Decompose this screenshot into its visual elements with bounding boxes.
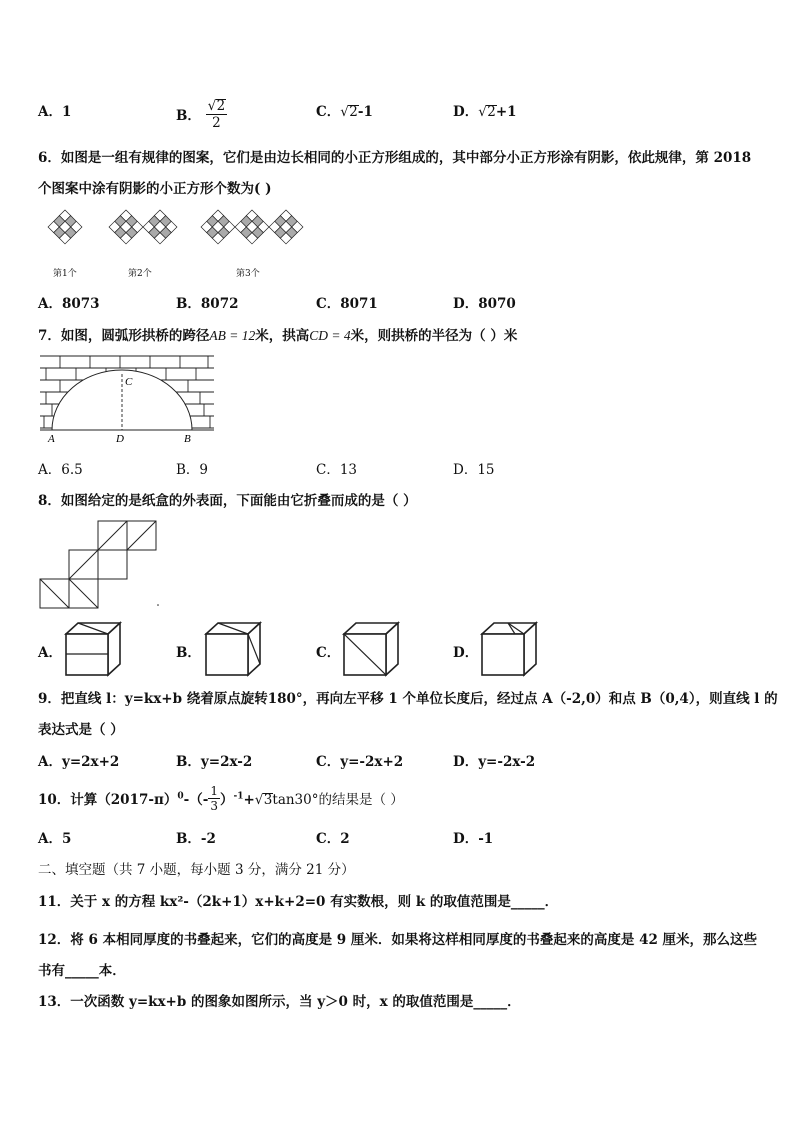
section-fill-in-blank-heading: 二、填空题（共 7 小题，每小题 3 分，满分 21 分） bbox=[38, 862, 355, 878]
q7-text-c: 米，则拱桥的半径为（ ）米 bbox=[350, 328, 518, 344]
q8-cube-d bbox=[478, 620, 540, 678]
q6-fig3-label: 第3个 bbox=[236, 269, 260, 279]
q5-option-d-suffix: +1 bbox=[495, 104, 517, 120]
q5-option-b-numerator: 2 bbox=[216, 98, 226, 114]
q9-option-c: C．y=-2x+2 bbox=[316, 754, 404, 770]
q12-stem-line1: 12．将 6 本相同厚度的书叠起来，它们的高度是 9 厘米．如果将这样相同厚度的书叠起来的高度是 42 厘米，那么这些 bbox=[38, 932, 758, 948]
q8-option-c: C． bbox=[316, 645, 341, 661]
q10-close: ） bbox=[219, 792, 234, 808]
q7-option-a: A．6.5 bbox=[38, 462, 83, 478]
q7-label-a: A bbox=[48, 433, 55, 445]
q9-stem-line1: 9．把直线 l：y=kx+b 绕着原点旋转180°，再向左平移 1 个单位长度后，经过点 A（-2,0）和点 B（0,4），则直线 l 的 bbox=[38, 691, 778, 707]
q5-option-b-fraction: √ 2 2 bbox=[207, 98, 226, 131]
q7-height-expression: CD = 4 bbox=[309, 328, 351, 343]
q10-option-a: A．5 bbox=[38, 831, 72, 847]
q10-fraction-denominator: 3 bbox=[210, 799, 218, 813]
q10-suffix: tan30°的结果是（ ） bbox=[272, 792, 404, 808]
q7-text-a: 7．如图，圆弧形拱桥的跨径 bbox=[38, 328, 210, 344]
q9-option-a: A．y=2x+2 bbox=[38, 754, 120, 770]
q9-option-b: B．y=2x-2 bbox=[176, 754, 253, 770]
q5-option-c: C． √ 2-1 bbox=[316, 104, 373, 120]
q8-option-d: D． bbox=[453, 645, 479, 661]
q6-option-d: D．8070 bbox=[453, 296, 516, 312]
q10-fraction bbox=[208, 784, 220, 813]
q10-option-b: B．-2 bbox=[176, 831, 216, 847]
q10-prefix: 10．计算（2017-π） bbox=[38, 792, 178, 808]
q10-radicand: 3 bbox=[263, 792, 273, 808]
q8-cube-b bbox=[202, 620, 264, 678]
q5-option-c-suffix: -1 bbox=[357, 104, 373, 120]
q6-option-b: B．8072 bbox=[176, 296, 239, 312]
q10-plus: + bbox=[243, 792, 255, 808]
q5-option-d-radicand: 2 bbox=[487, 104, 496, 120]
q7-option-b: B．9 bbox=[176, 462, 209, 478]
q7-label-d: D bbox=[116, 433, 124, 445]
q13-stem: 13．一次函数 y=kx+b 的图象如图所示，当 y＞0 时，x 的取值范围是_____． bbox=[38, 994, 521, 1010]
q7-option-d: D．15 bbox=[453, 462, 495, 478]
q7-label-c: C bbox=[125, 376, 133, 388]
q7-span-expression: AB = 12 bbox=[209, 328, 256, 343]
q8-stem: 8．如图给定的是纸盒的外表面，下面能由它折叠而成的是（ ） bbox=[38, 493, 417, 509]
q5-option-b bbox=[176, 100, 227, 133]
q5-option-a: A．1 bbox=[38, 104, 72, 120]
q8-cube-c bbox=[340, 620, 402, 678]
q5-option-d: D． √ 2+1 bbox=[453, 104, 517, 120]
q6-pattern-figure bbox=[38, 205, 308, 285]
q6-option-c: C．8071 bbox=[316, 296, 378, 312]
q5-option-c-radicand: 2 bbox=[349, 104, 358, 120]
q10-mid: -（- bbox=[183, 792, 209, 808]
q10-exponent-neg1: -1 bbox=[233, 791, 244, 802]
q6-option-a: A．8073 bbox=[38, 296, 100, 312]
q10-option-d: D．-1 bbox=[453, 831, 494, 847]
q5-option-d-label: D． bbox=[453, 104, 479, 120]
q8-option-b: B． bbox=[176, 645, 201, 661]
q7-option-c: C．13 bbox=[316, 462, 358, 478]
q11-stem: 11．关于 x 的方程 kx²-（2k+1）x+k+2=0 有实数根，则 k 的取值范围是_____． bbox=[38, 894, 559, 910]
q5-option-b-label: B． bbox=[176, 108, 201, 124]
q8-cube-net-figure bbox=[38, 519, 163, 609]
q10-exponent-zero: 0 bbox=[177, 791, 184, 802]
q10-fraction-numerator: 1 bbox=[210, 784, 218, 798]
q9-stem-line2: 表达式是（ ） bbox=[38, 722, 124, 738]
q6-stem-line1: 6．如图是一组有规律的图案，它们是由边长相同的小正方形组成的，其中部分小正方形涂有阴影，依此规律，第 2018 bbox=[38, 150, 752, 166]
q5-option-b-denominator: 2 bbox=[212, 115, 221, 131]
q10-stem: 10．计算$(2017-\pi)^0-(-$ $\frac{1}{3}$ ）$^{-1}$+ √ 3tan30°的结果是（ ） bbox=[38, 784, 404, 813]
q12-stem-line2: 书有_____本． bbox=[38, 963, 126, 979]
q7-label-b: B bbox=[184, 433, 191, 445]
q6-fig1-label: 第1个 bbox=[53, 269, 77, 279]
q8-cube-a bbox=[62, 620, 124, 678]
q9-option-d: D．y=-2x-2 bbox=[453, 754, 536, 770]
q7-arch-bridge-figure bbox=[38, 354, 218, 444]
q8-option-a: A． bbox=[38, 645, 62, 661]
q6-stem-line2: 个图案中涂有阴影的小正方形个数为( ) bbox=[38, 181, 272, 197]
q10-option-c: C．2 bbox=[316, 831, 350, 847]
q5-option-c-label: C． bbox=[316, 104, 341, 120]
q7-stem bbox=[38, 324, 517, 344]
q6-fig2-label: 第2个 bbox=[128, 269, 152, 279]
q7-text-b: 米，拱高 bbox=[255, 328, 310, 344]
